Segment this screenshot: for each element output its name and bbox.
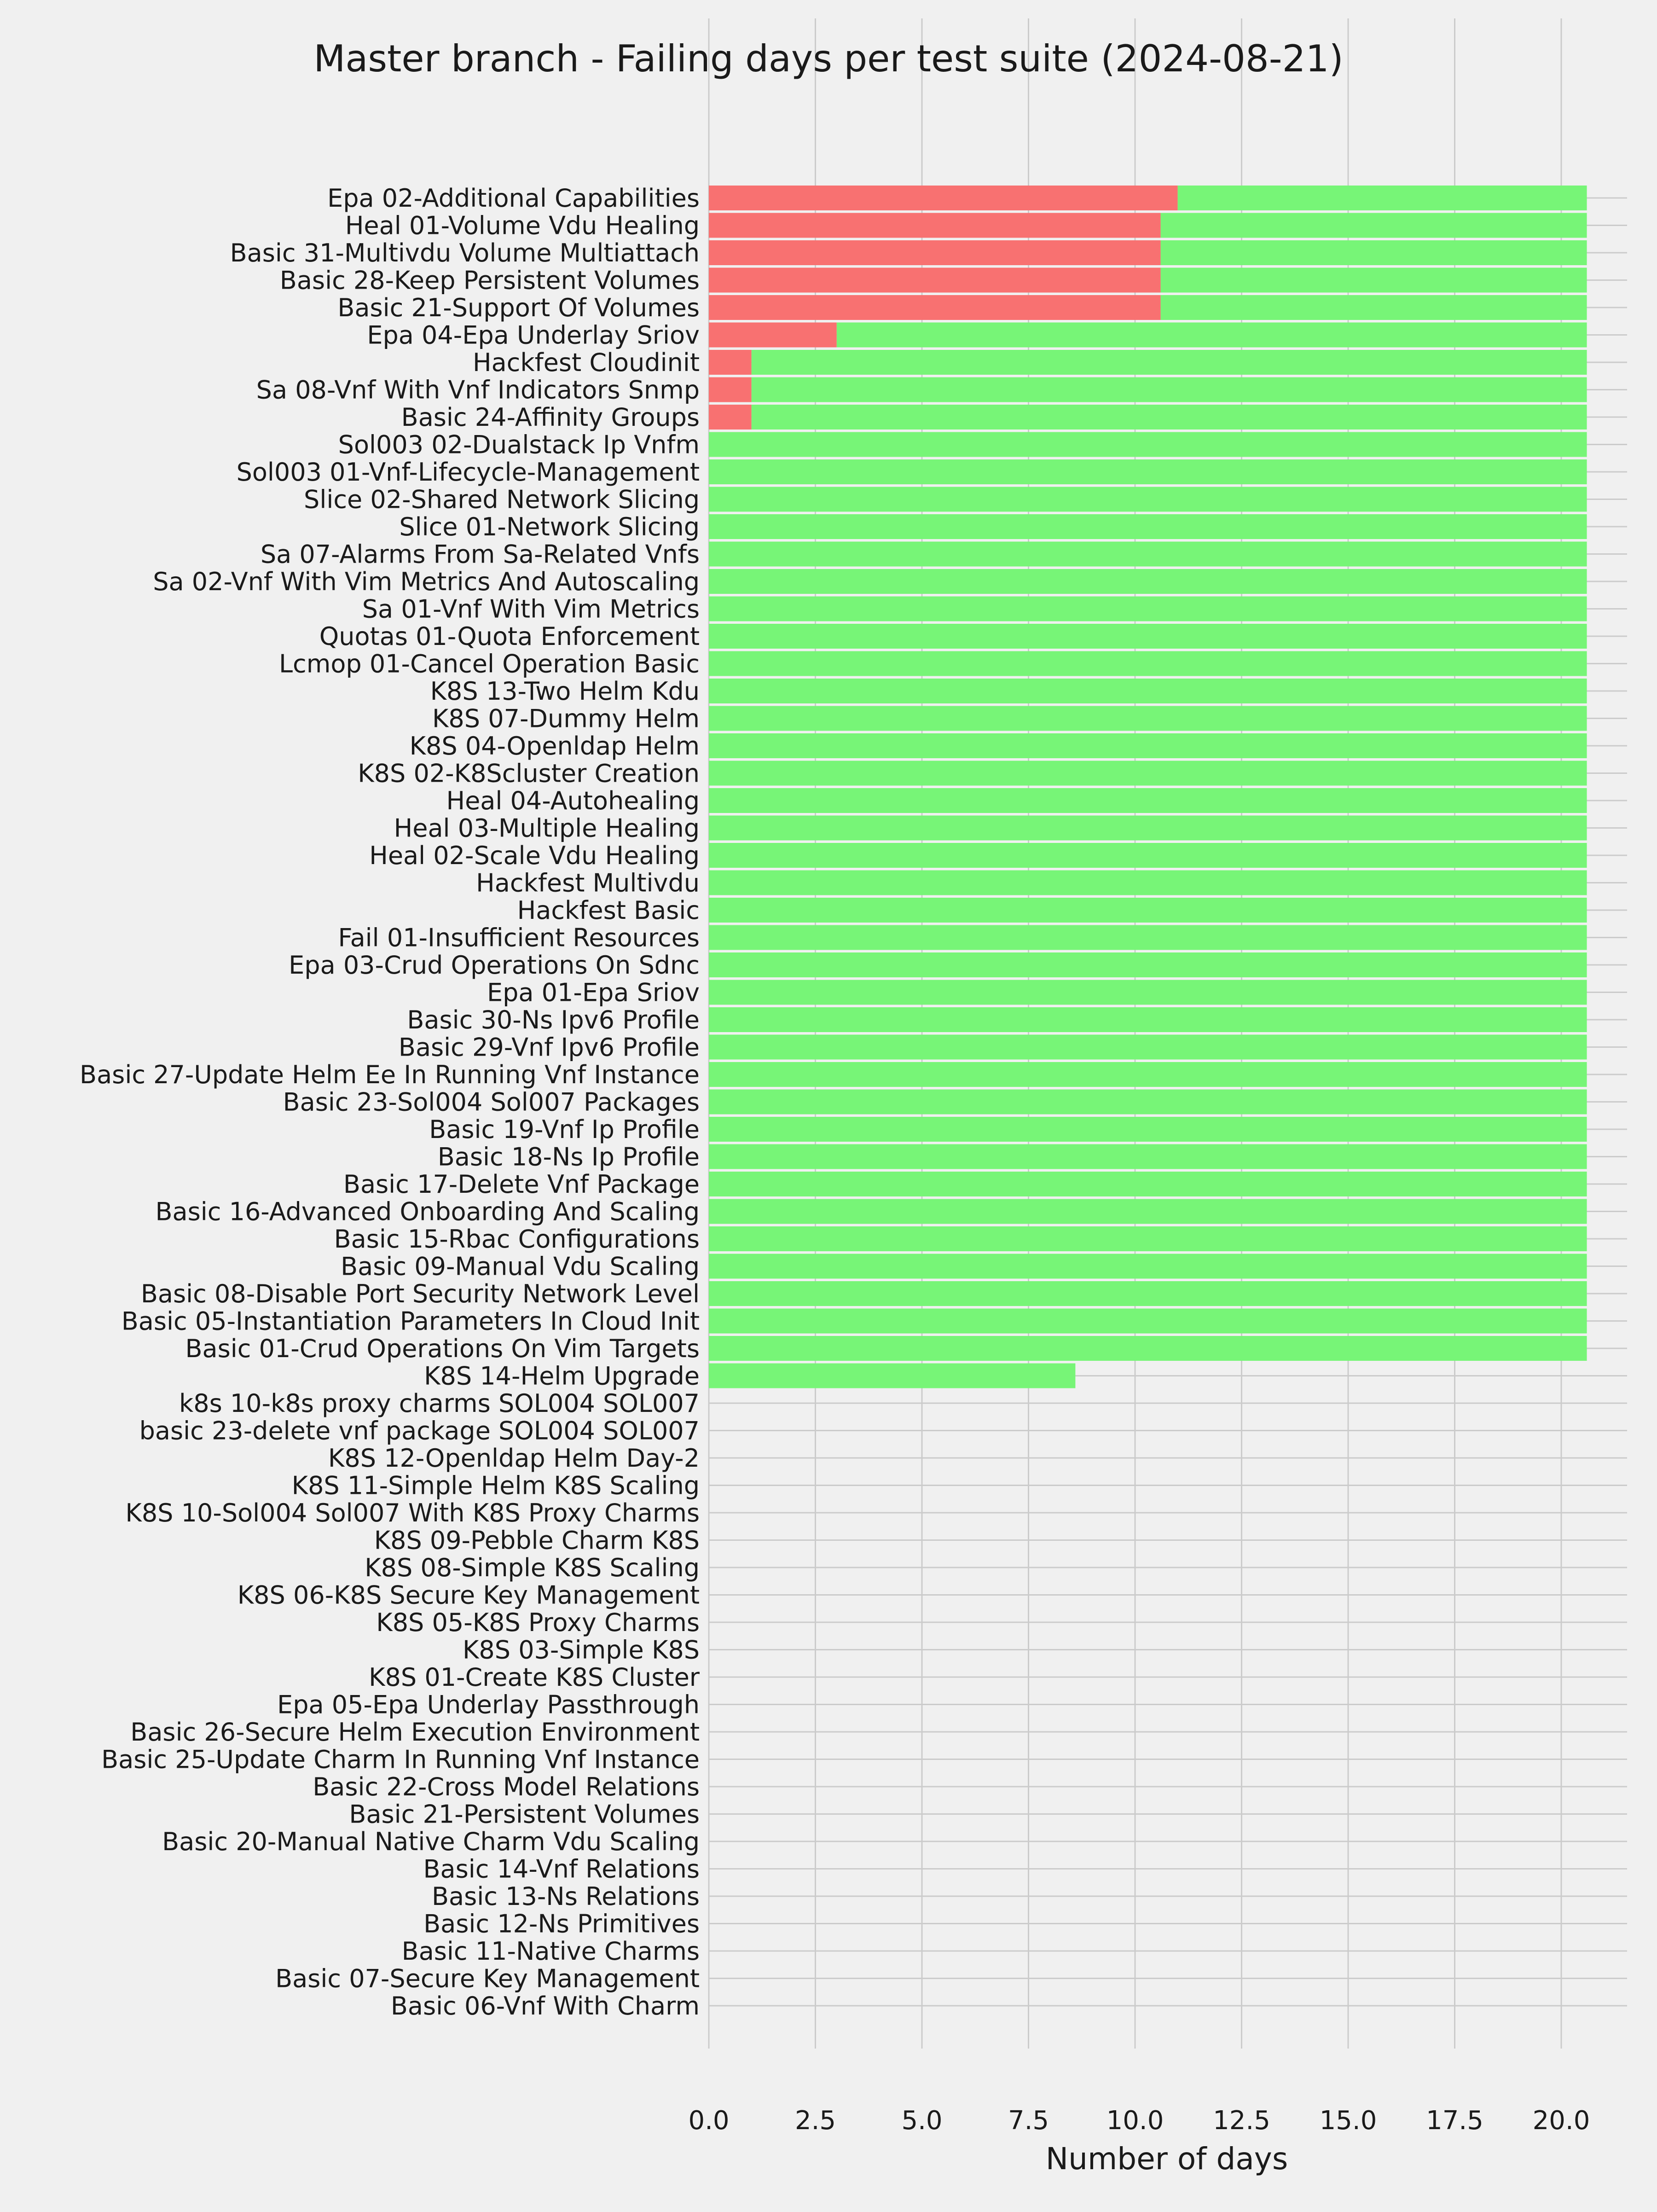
category-label: Sa 08-Vnf With Vnf Indicators Snmp <box>256 375 700 405</box>
passing-bar <box>709 679 1587 703</box>
passing-bar <box>709 1144 1587 1169</box>
category-label: K8S 10-Sol004 Sol007 With K8S Proxy Charms <box>125 1498 700 1527</box>
passing-bar <box>709 1007 1587 1032</box>
x-axis-label: Number of days <box>1045 2141 1288 2177</box>
category-label: Epa 04-Epa Underlay Sriov <box>367 320 700 350</box>
passing-bar <box>709 952 1587 977</box>
failing-bar <box>709 323 837 348</box>
category-label: Basic 06-Vnf With Charm <box>390 1991 700 2020</box>
category-label: Sa 07-Alarms From Sa-Related Vnfs <box>260 540 700 569</box>
category-label: Basic 31-Multivdu Volume Multiattach <box>230 238 700 267</box>
category-label: Basic 21-Support Of Volumes <box>337 293 700 322</box>
category-label: Slice 02-Shared Network Slicing <box>304 485 700 514</box>
failing-bar <box>709 295 1161 320</box>
category-label: K8S 12-Openldap Helm Day-2 <box>328 1444 700 1473</box>
category-label: Basic 29-Vnf Ipv6 Profile <box>398 1033 700 1062</box>
category-label: Basic 23-Sol004 Sol007 Packages <box>283 1087 700 1117</box>
category-label: Basic 11-Native Charms <box>401 1937 700 1966</box>
passing-bar <box>709 624 1587 649</box>
category-label: Slice 01-Network Slicing <box>399 512 700 541</box>
category-label: K8S 02-K8Scluster Creation <box>358 759 700 788</box>
passing-bar <box>1161 295 1587 320</box>
passing-bar <box>709 816 1587 841</box>
passing-bar <box>709 1254 1587 1279</box>
failing-bar <box>709 350 752 375</box>
x-tick-label: 2.5 <box>794 2106 836 2136</box>
category-label: Basic 12-Ns Primitives <box>423 1909 700 1939</box>
chart-title: Master branch - Failing days per test suite (2024-08-21) <box>313 37 1344 80</box>
category-label: k8s 10-k8s proxy charms SOL004 SOL007 <box>179 1389 700 1418</box>
passing-bar <box>709 1117 1587 1142</box>
x-tick-label: 15.0 <box>1319 2106 1377 2136</box>
category-label: Heal 01-Volume Vdu Healing <box>345 211 700 240</box>
category-label: Basic 22-Cross Model Relations <box>313 1772 700 1801</box>
category-label: Basic 27-Update Helm Ee In Running Vnf Instance <box>80 1060 700 1089</box>
category-label: Hackfest Multivdu <box>476 868 700 898</box>
category-label: Heal 04-Autohealing <box>446 786 700 815</box>
passing-bar <box>709 733 1587 758</box>
category-label: Basic 01-Crud Operations On Vim Targets <box>185 1334 700 1363</box>
passing-bar <box>709 1090 1587 1115</box>
failing-bar <box>709 186 1178 210</box>
passing-bar <box>709 1062 1587 1087</box>
x-tick-label: 20.0 <box>1532 2106 1590 2136</box>
category-label: K8S 05-K8S Proxy Charms <box>376 1608 700 1637</box>
category-label: basic 23-delete vnf package SOL004 SOL007 <box>139 1416 700 1446</box>
category-label: Basic 19-Vnf Ip Profile <box>429 1115 700 1144</box>
passing-bar <box>709 980 1587 1005</box>
passing-bar <box>709 1172 1587 1196</box>
category-label: Epa 05-Epa Underlay Passthrough <box>277 1690 700 1719</box>
passing-bar <box>709 898 1587 923</box>
category-label: Epa 01-Epa Sriov <box>487 978 700 1007</box>
category-label: Sol003 01-Vnf-Lifecycle-Management <box>236 458 700 487</box>
passing-bar <box>709 1336 1587 1361</box>
passing-bar <box>1161 240 1587 265</box>
category-label: Epa 02-Additional Capabilities <box>327 184 700 213</box>
passing-bar <box>752 350 1587 375</box>
x-tick-label: 10.0 <box>1106 2106 1164 2136</box>
passing-bar <box>837 323 1587 348</box>
category-label: Basic 08-Disable Port Security Network Level <box>140 1279 700 1308</box>
failing-bar <box>709 240 1161 265</box>
category-label: Basic 09-Manual Vdu Scaling <box>341 1252 700 1281</box>
x-tick-label: 12.5 <box>1213 2106 1270 2136</box>
passing-bar <box>709 1309 1587 1334</box>
category-label: Quotas 01-Quota Enforcement <box>319 622 700 651</box>
category-label: Basic 15-Rbac Configurations <box>334 1225 700 1254</box>
passing-bar <box>709 1364 1075 1388</box>
failing-bar <box>709 213 1161 238</box>
passing-bar <box>1161 213 1587 238</box>
category-label: K8S 06-K8S Secure Key Management <box>237 1580 700 1610</box>
category-label: Epa 03-Crud Operations On Sdnc <box>289 951 700 980</box>
passing-bar <box>709 706 1587 731</box>
passing-bar <box>752 377 1587 402</box>
x-tick-label: 5.0 <box>901 2106 943 2136</box>
category-label: K8S 04-Openldap Helm <box>409 732 700 761</box>
category-label: Basic 18-Ns Ip Profile <box>437 1142 700 1172</box>
category-label: Basic 13-Ns Relations <box>431 1882 700 1911</box>
passing-bar <box>1161 268 1587 293</box>
category-label: Basic 17-Delete Vnf Package <box>343 1170 700 1199</box>
passing-bar <box>709 925 1587 950</box>
passing-bar <box>709 597 1587 621</box>
passing-bar <box>709 569 1587 594</box>
passing-bar <box>709 788 1587 813</box>
category-label: K8S 13-Two Helm Kdu <box>430 677 700 706</box>
category-label: Fail 01-Insufficient Resources <box>338 923 700 952</box>
passing-bar <box>709 1035 1587 1060</box>
x-tick-labels <box>688 2106 1590 2136</box>
passing-bar <box>709 1226 1587 1251</box>
category-label: Basic 28-Keep Persistent Volumes <box>279 266 700 295</box>
category-label: K8S 01-Create K8S Cluster <box>369 1663 700 1692</box>
category-label: K8S 08-Simple K8S Scaling <box>365 1553 700 1582</box>
category-label: Sa 01-Vnf With Vim Metrics <box>362 594 700 624</box>
category-label: Lcmop 01-Cancel Operation Basic <box>278 649 700 679</box>
passing-bar <box>709 761 1587 786</box>
category-label: Heal 03-Multiple Healing <box>394 813 700 843</box>
category-label: Basic 21-Persistent Volumes <box>349 1800 700 1829</box>
category-label: Basic 26-Secure Helm Execution Environment <box>130 1718 700 1747</box>
passing-bar <box>709 542 1587 567</box>
category-label: Heal 02-Scale Vdu Healing <box>369 841 700 870</box>
passing-bar <box>752 405 1587 430</box>
category-label: Basic 07-Secure Key Management <box>275 1964 700 1993</box>
category-label: Hackfest Cloudinit <box>472 348 700 377</box>
passing-bar <box>709 651 1587 676</box>
x-tick-label: 17.5 <box>1426 2106 1483 2136</box>
failing-bar <box>709 405 752 430</box>
passing-bar <box>709 459 1587 484</box>
x-tick-label: 7.5 <box>1008 2106 1049 2136</box>
passing-bar <box>1178 186 1587 210</box>
category-label: K8S 07-Dummy Helm <box>432 704 700 733</box>
category-label: Basic 16-Advanced Onboarding And Scaling <box>155 1197 700 1226</box>
category-label: Basic 25-Update Charm In Running Vnf Instance <box>101 1745 700 1774</box>
passing-bar <box>709 1281 1587 1306</box>
category-label: K8S 14-Helm Upgrade <box>424 1361 700 1391</box>
category-label: Basic 20-Manual Native Charm Vdu Scaling <box>162 1827 700 1856</box>
category-label: Hackfest Basic <box>517 896 700 925</box>
x-tick-label: 0.0 <box>688 2106 730 2136</box>
passing-bar <box>709 432 1587 457</box>
passing-bar <box>709 514 1587 539</box>
category-label: Basic 14-Vnf Relations <box>423 1854 700 1884</box>
category-label: Basic 05-Instantiation Parameters In Cloud Init <box>121 1306 700 1336</box>
passing-bar <box>709 843 1587 868</box>
category-label: K8S 09-Pebble Charm K8S <box>374 1526 700 1555</box>
category-label: K8S 11-Simple Helm K8S Scaling <box>291 1471 700 1500</box>
passing-bar <box>709 487 1587 512</box>
category-label: Basic 24-Affinity Groups <box>401 403 700 432</box>
passing-bar <box>709 1199 1587 1224</box>
category-label: Basic 30-Ns Ipv6 Profile <box>407 1005 700 1034</box>
category-label: K8S 03-Simple K8S <box>462 1635 700 1665</box>
failing-bar <box>709 268 1161 293</box>
passing-bar <box>709 871 1587 895</box>
category-label: Sa 02-Vnf With Vim Metrics And Autoscaling <box>153 567 700 596</box>
failing-bar <box>709 377 752 402</box>
category-label: Sol003 02-Dualstack Ip Vnfm <box>338 430 700 459</box>
